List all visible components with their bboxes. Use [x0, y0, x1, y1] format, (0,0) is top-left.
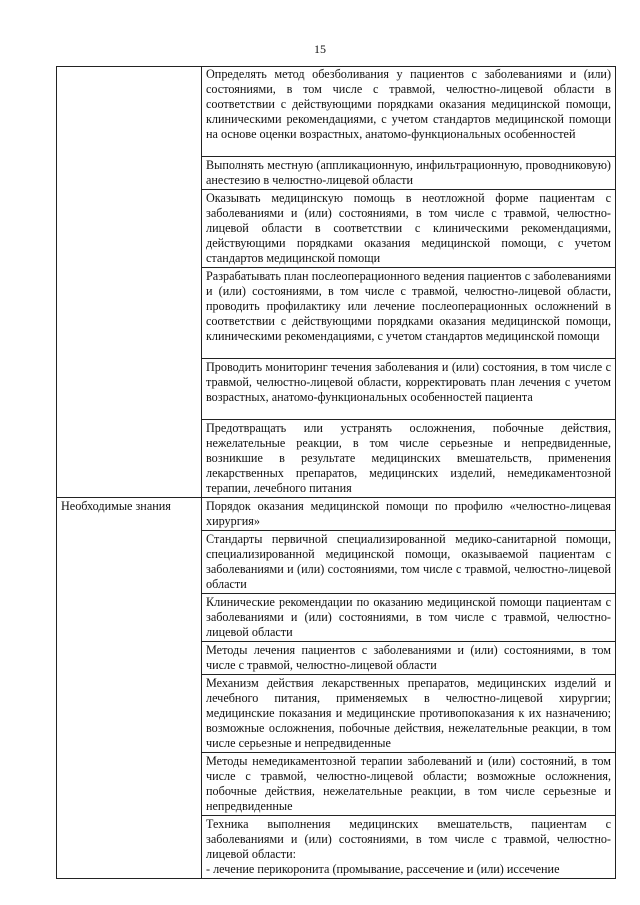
skill-item: Оказывать медицинскую помощь в неотложной форме пациентам с заболеваниями и (или) состояниями, в том числе с травмой, челюстно-лицевой области в соответствии с клиническими рекомендациями, действующими порядками оказания медицинской помощи, с учетом стандартов медицинской помощи [202, 190, 616, 268]
skill-item: Предотвращать или устранять осложнения, побочные действия, нежелательные реакции, в том числе серьезные и непредвиденные, возникшие в результате медицинских вмешательств, применения лекарственных препаратов, медицинских изделий, немедикаментозной терапии, лечебного питания [202, 420, 616, 498]
page-number: 15 [314, 42, 326, 56]
skill-item: Проводить мониторинг течения заболевания и (или) состояния, в том числе с травмой, челюстно-лицевой области, корректировать план лечения с учетом возрастных, анатомо-функциональных особенностей пациента [202, 359, 616, 420]
knowledge-item-text: Техника выполнения медицинских вмешательств, пациентам с заболеваниями и (или) состояниями, в том числе с травмой, челюстно-лицевой области: [206, 817, 611, 861]
skill-item: Определять метод обезболивания у пациентов с заболеваниями и (или) состояниями, в том числе с травмой, челюстно-лицевой области в соответствии с действующими порядками оказания медицинской помощи, клиническими рекомендациями, с учетом стандартов медицинской помощи на основе оценки возрастных, анатомо-функциональных особенностей [202, 67, 616, 157]
knowledge-subitem: - лечение перикоронита (промывание, рассечение и (или) иссечение [206, 862, 560, 876]
knowledge-item: Методы лечения пациентов с заболеваниями и (или) состояниями, в том числе с травмой, челюстно-лицевой области [202, 642, 616, 675]
knowledge-item [202, 816, 616, 879]
competency-table [56, 66, 616, 879]
knowledge-item: Порядок оказания медицинской помощи по профилю «челюстно-лицевая хирургия» [202, 498, 616, 531]
knowledge-item: Стандарты первичной специализированной медико-санитарной помощи, специализированной медицинской помощи, оказываемой пациентам с заболеваниями и (или) состояниями, том числе с травмой, челюстно-лицевой области [202, 531, 616, 594]
knowledge-item: Механизм действия лекарственных препаратов, медицинских изделий и лечебного питания, применяемых в челюстно-лицевой хирургии; медицинские показания и медицинские противопоказания к их назначению; возможные осложнения, побочные действия, нежелательные реакции, в том числе серьезные и непредвиденные [202, 675, 616, 753]
table-row [57, 498, 616, 531]
row-label-cell [57, 67, 202, 498]
row-label-knowledge: Необходимые знания [57, 498, 202, 879]
table-row [57, 67, 616, 157]
skill-item: Разрабатывать план послеоперационного ведения пациентов с заболеваниями и (или) состояниями, в том числе с травмой, челюстно-лицевой области, проводить профилактику или лечение послеоперационных осложнений в соответствии с действующими порядками оказания медицинской помощи, клиническими рекомендациями, с учетом стандартов медицинской помощи [202, 268, 616, 359]
knowledge-item: Клинические рекомендации по оказанию медицинской помощи пациентам с заболеваниями и (или) состояниями, в том числе с травмой, челюстно-лицевой области [202, 594, 616, 642]
skill-item: Выполнять местную (аппликационную, инфильтрационную, проводниковую) анестезию в челюстно-лицевой области [202, 157, 616, 190]
knowledge-item: Методы немедикаментозной терапии заболеваний и (или) состояний, в том числе с травмой, челюстно-лицевой области; возможные осложнения, побочные действия, нежелательные реакции, в том числе серьезные и непредвиденные [202, 753, 616, 816]
